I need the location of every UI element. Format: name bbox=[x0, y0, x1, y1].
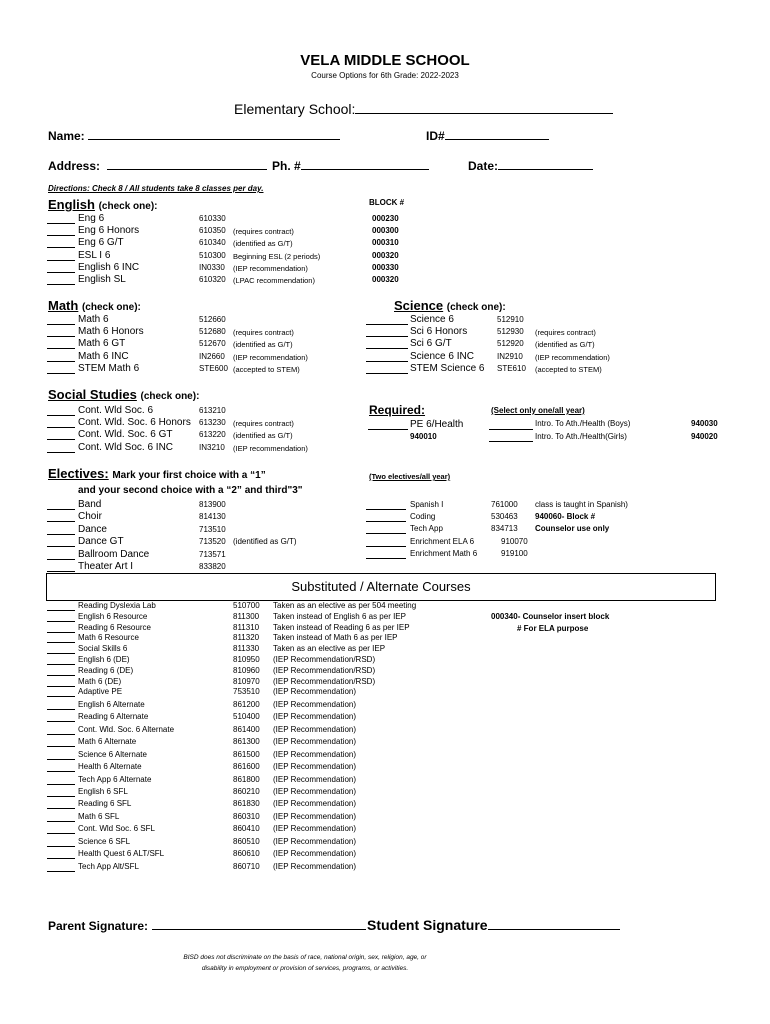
sub-course-note: Taken instead of Math 6 as per IEP bbox=[273, 633, 398, 643]
sub-course-code: 811330 bbox=[233, 644, 260, 654]
elective-checkbox-line[interactable] bbox=[47, 546, 75, 547]
math-course-name[interactable]: Math 6 bbox=[78, 314, 109, 325]
english-checkbox-line[interactable] bbox=[47, 284, 75, 285]
sub-checkbox-line[interactable] bbox=[47, 721, 75, 722]
elective-course-code: 713571 bbox=[199, 549, 226, 559]
right-elective-note: 940060- Block # bbox=[535, 512, 596, 522]
elective-course-name[interactable]: Ballroom Dance bbox=[78, 548, 150, 560]
electives-heading bbox=[48, 467, 266, 481]
elective-course-code: 713520 bbox=[199, 537, 226, 547]
sub-checkbox-line[interactable] bbox=[47, 784, 75, 785]
right-elective-code: 761000 bbox=[491, 500, 518, 509]
elective-course-code: 814130 bbox=[199, 512, 226, 522]
intro-boys-option[interactable]: Intro. To Ath./Health (Boys) bbox=[535, 419, 631, 428]
social-heading bbox=[48, 388, 199, 402]
social-course-name[interactable]: Cont. Wld Soc. 6 INC bbox=[78, 441, 174, 453]
science-checkbox-line[interactable] bbox=[366, 373, 408, 374]
sub-course-note: (IEP Recommendation) bbox=[273, 762, 356, 772]
sub-course-code: 753510 bbox=[233, 687, 260, 697]
english-course-code: 610330 bbox=[199, 214, 226, 223]
intro-girls-option[interactable]: Intro. To Ath./Health(Girls) bbox=[535, 432, 627, 441]
sub-course-note: (IEP Recommendation) bbox=[273, 687, 356, 697]
right-elective-code: 919100 bbox=[501, 548, 528, 558]
science-course-code: 512910 bbox=[497, 315, 524, 324]
english-course-note: (IEP recommendation) bbox=[233, 263, 308, 273]
sub-course-code: 861830 bbox=[233, 799, 260, 809]
science-course-name[interactable]: Science 6 bbox=[410, 314, 454, 325]
address-field[interactable] bbox=[48, 159, 267, 172]
insert-note-1: 000340- Counselor insert block bbox=[491, 612, 610, 621]
social-course-name[interactable]: Cont. Wld Soc. 6 bbox=[78, 405, 154, 416]
social-course-name[interactable]: Cont. Wld. Soc. 6 Honors bbox=[78, 417, 191, 429]
date-label: Date: bbox=[468, 159, 499, 173]
sub-checkbox-line[interactable] bbox=[47, 771, 75, 772]
sub-course-name[interactable]: English 6 (DE) bbox=[78, 655, 130, 664]
social-course-code: IN3210 bbox=[199, 442, 225, 452]
science-course-note: (IEP recommendation) bbox=[535, 352, 610, 362]
math-course-name[interactable]: Math 6 Honors bbox=[78, 326, 144, 338]
social-course-code: 613210 bbox=[199, 406, 226, 415]
sub-course-note: (IEP Recommendation/RSD) bbox=[273, 665, 376, 675]
science-checkbox-line[interactable] bbox=[366, 361, 408, 362]
sub-course-note: Taken instead of Reading 6 as per IEP bbox=[273, 622, 410, 632]
science-checkbox-line[interactable] bbox=[366, 336, 408, 337]
english-course-name[interactable]: Eng 6 Honors bbox=[78, 225, 140, 237]
social-checkbox-line[interactable] bbox=[47, 439, 75, 440]
sub-course-name[interactable]: Math 6 (DE) bbox=[78, 676, 122, 686]
sub-checkbox-line[interactable] bbox=[47, 821, 75, 822]
sub-course-name[interactable]: Tech App 6 Alternate bbox=[78, 774, 152, 784]
science-course-name[interactable]: Sci 6 G/T bbox=[410, 338, 452, 350]
math-course-code: 512680 bbox=[199, 327, 226, 337]
insert-note-2: # For ELA purpose bbox=[517, 624, 589, 633]
english-checkbox-line[interactable] bbox=[47, 260, 75, 261]
elective-course-note: (identified as G/T) bbox=[233, 537, 297, 547]
sub-checkbox-line[interactable] bbox=[47, 686, 75, 687]
pe-health-option[interactable]: PE 6/Health bbox=[410, 419, 464, 430]
sub-checkbox-line[interactable] bbox=[47, 833, 75, 834]
math-course-name[interactable]: Math 6 GT bbox=[78, 338, 126, 350]
math-checkbox-line[interactable] bbox=[47, 348, 75, 349]
sub-course-code: 861600 bbox=[233, 762, 260, 772]
two-electives-note: (Two electives/all year) bbox=[369, 472, 451, 481]
sub-course-code: 861400 bbox=[233, 724, 260, 734]
sub-checkbox-line[interactable] bbox=[47, 664, 75, 665]
english-course-name[interactable]: Eng 6 G/T bbox=[78, 237, 124, 249]
sub-checkbox-line[interactable] bbox=[47, 675, 75, 676]
sub-course-name[interactable]: Math 6 Resource bbox=[78, 633, 139, 643]
social-title: Social Studies bbox=[48, 387, 137, 402]
science-course-name[interactable]: STEM Science 6 bbox=[410, 362, 485, 374]
science-course-note: (accepted to STEM) bbox=[535, 364, 602, 374]
math-checkbox-line[interactable] bbox=[47, 324, 75, 325]
sub-course-code: 860510 bbox=[233, 836, 260, 846]
right-elective-note: Counselor use only bbox=[535, 524, 610, 534]
right-elective-name[interactable]: Spanish I bbox=[410, 500, 444, 509]
sub-course-name[interactable]: English 6 Alternate bbox=[78, 699, 145, 709]
sub-course-note: (IEP Recommendation/RSD) bbox=[273, 676, 376, 686]
intro-boys-code: 940030 bbox=[691, 419, 718, 428]
math-course-code: STE600 bbox=[199, 363, 228, 373]
sub-course-code: 510400 bbox=[233, 712, 260, 722]
sub-course-code: 861200 bbox=[233, 699, 260, 709]
elective-checkbox-line[interactable] bbox=[47, 521, 75, 522]
math-course-name[interactable]: Math 6 INC bbox=[78, 350, 129, 362]
social-note: (check one): bbox=[140, 391, 200, 402]
math-course-note: (IEP recommendation) bbox=[233, 352, 308, 362]
social-course-note: (identified as G/T) bbox=[233, 431, 293, 441]
student-signature-label: Student Signature bbox=[367, 917, 488, 933]
sub-course-note: (IEP Recommendation) bbox=[273, 799, 356, 809]
science-course-name[interactable]: Sci 6 Honors bbox=[410, 326, 468, 338]
sub-course-code: 811320 bbox=[233, 633, 260, 643]
science-checkbox-line[interactable] bbox=[366, 324, 408, 325]
english-block-code: 000310 bbox=[372, 238, 399, 248]
school-title: VELA MIDDLE SCHOOL bbox=[300, 52, 470, 69]
english-block-code: 000300 bbox=[372, 226, 399, 236]
phone-label: Ph. # bbox=[272, 159, 301, 173]
sub-course-note: Taken as an elective as per 504 meeting bbox=[273, 601, 417, 610]
math-checkbox-line[interactable] bbox=[47, 373, 75, 374]
science-course-code: 512930 bbox=[497, 327, 524, 337]
sub-course-code: 861300 bbox=[233, 737, 260, 747]
math-course-name[interactable]: STEM Math 6 bbox=[78, 362, 140, 374]
sub-course-note: (IEP Recommendation) bbox=[273, 774, 356, 784]
sub-checkbox-line[interactable] bbox=[47, 709, 75, 710]
sub-course-note: (IEP Recommendation) bbox=[273, 861, 356, 871]
social-course-note: (IEP recommendation) bbox=[233, 443, 308, 453]
sub-checkbox-line[interactable] bbox=[47, 632, 75, 633]
sub-checkbox-line[interactable] bbox=[47, 759, 75, 760]
sub-course-name[interactable]: Science 6 Alternate bbox=[78, 749, 147, 759]
social-course-code: 613220 bbox=[199, 430, 226, 440]
english-course-code: 510300 bbox=[199, 250, 226, 260]
social-checkbox-line[interactable] bbox=[47, 415, 75, 416]
sub-checkbox-line[interactable] bbox=[47, 610, 75, 611]
id-field[interactable] bbox=[426, 129, 549, 142]
english-course-name[interactable]: English SL bbox=[78, 274, 126, 285]
math-checkbox-line[interactable] bbox=[47, 336, 75, 337]
required-select-note: (Select only one/all year) bbox=[491, 406, 585, 415]
sub-course-name[interactable]: Reading Dyslexia Lab bbox=[78, 601, 156, 610]
sub-course-code: 860710 bbox=[233, 861, 260, 871]
disclaimer-line-2: disability in employment or provision of services, programs, or activities. bbox=[201, 965, 409, 972]
sub-course-name[interactable]: Cont. Wld Soc. 6 SFL bbox=[78, 824, 155, 834]
math-course-code: 512670 bbox=[199, 339, 226, 349]
elementary-school-field[interactable] bbox=[234, 101, 613, 116]
elective-course-name[interactable]: Theater Art I bbox=[78, 561, 134, 572]
english-course-code: IN0330 bbox=[199, 262, 225, 272]
sub-course-name[interactable]: Cont. Wld. Soc. 6 Alternate bbox=[78, 724, 175, 734]
science-note: (check one): bbox=[446, 302, 506, 313]
sub-course-note: (IEP Recommendation) bbox=[273, 824, 356, 834]
social-course-code: 613230 bbox=[199, 418, 226, 428]
sub-course-code: 510700 bbox=[233, 601, 260, 610]
science-course-code: 512920 bbox=[497, 339, 524, 349]
sub-course-code: 811300 bbox=[233, 611, 260, 621]
sub-course-name[interactable]: Health 6 Alternate bbox=[78, 762, 142, 772]
sub-checkbox-line[interactable] bbox=[47, 846, 75, 847]
math-course-note: (accepted to STEM) bbox=[233, 364, 300, 374]
right-elective-note: class is taught in Spanish) bbox=[535, 500, 628, 509]
right-elective-name[interactable]: Enrichment ELA 6 bbox=[410, 536, 475, 546]
english-block-code: 000230 bbox=[372, 214, 399, 223]
social-checkbox-line[interactable] bbox=[47, 452, 75, 453]
intro-girls-code: 940020 bbox=[691, 432, 718, 441]
english-checkbox-line[interactable] bbox=[47, 247, 75, 248]
name-field[interactable] bbox=[48, 129, 340, 142]
elective-checkbox-line[interactable] bbox=[47, 559, 75, 560]
sub-course-code: 860310 bbox=[233, 811, 260, 821]
elementary-school-label: Elementary School: bbox=[234, 101, 356, 117]
sub-course-code: 811310 bbox=[233, 622, 260, 632]
math-title: Math bbox=[48, 298, 79, 313]
right-elective-checkbox-line[interactable] bbox=[366, 509, 406, 510]
id-label: ID# bbox=[426, 129, 445, 143]
sub-course-code: 810970 bbox=[233, 676, 260, 686]
sub-checkbox-line[interactable] bbox=[47, 871, 75, 872]
elective-course-code: 713510 bbox=[199, 524, 226, 534]
english-block-code: 000320 bbox=[372, 250, 399, 260]
sub-checkbox-line[interactable] bbox=[47, 746, 75, 747]
science-title: Science bbox=[394, 298, 444, 313]
sub-course-note: Taken instead of English 6 as per IEP bbox=[273, 611, 406, 621]
name-label: Name: bbox=[48, 129, 85, 143]
social-course-note: (requires contract) bbox=[233, 419, 294, 429]
sub-checkbox-line[interactable] bbox=[47, 621, 75, 622]
sub-course-name[interactable]: Reading 6 (DE) bbox=[78, 665, 134, 675]
sub-course-name[interactable]: Adaptive PE bbox=[78, 687, 123, 697]
sub-course-name[interactable]: Math 6 SFL bbox=[78, 811, 120, 821]
sub-checkbox-line[interactable] bbox=[47, 653, 75, 654]
english-course-note: (LPAC recommendation) bbox=[233, 276, 315, 285]
sub-checkbox-line[interactable] bbox=[47, 734, 75, 735]
parent-signature-label: Parent Signature: bbox=[48, 919, 149, 933]
sub-checkbox-line[interactable] bbox=[47, 796, 75, 797]
science-course-note: (identified as G/T) bbox=[535, 340, 595, 350]
sub-course-note: (IEP Recommendation) bbox=[273, 849, 356, 859]
sub-course-name[interactable]: Science 6 SFL bbox=[78, 836, 131, 846]
substituted-heading: Substituted / Alternate Courses bbox=[291, 579, 471, 594]
sub-course-note: (IEP Recommendation) bbox=[273, 787, 356, 796]
science-course-name[interactable]: Science 6 INC bbox=[410, 350, 474, 362]
date-field[interactable] bbox=[468, 159, 593, 172]
required-heading: Required: bbox=[369, 403, 426, 417]
english-block-code: 000320 bbox=[372, 275, 399, 284]
sub-course-code: 860210 bbox=[233, 787, 260, 796]
english-checkbox-line[interactable] bbox=[47, 223, 75, 224]
elective-checkbox-line[interactable] bbox=[47, 571, 75, 572]
english-title: English bbox=[48, 197, 95, 212]
sub-course-note: (IEP Recommendation) bbox=[273, 749, 356, 759]
block-label: BLOCK # bbox=[369, 198, 405, 207]
math-note: (check one): bbox=[81, 302, 141, 313]
right-elective-checkbox-line[interactable] bbox=[366, 546, 406, 547]
address-label: Address: bbox=[48, 159, 101, 173]
electives-title: Electives: bbox=[48, 466, 109, 481]
english-course-note: Beginning ESL (2 periods) bbox=[233, 251, 321, 261]
sub-checkbox-line[interactable] bbox=[47, 858, 75, 859]
english-note: (check one): bbox=[98, 201, 158, 212]
right-elective-checkbox-line[interactable] bbox=[366, 521, 406, 522]
sub-course-note: (IEP Recommendation) bbox=[273, 724, 356, 734]
english-heading bbox=[48, 198, 157, 212]
sub-course-name[interactable]: English 6 Resource bbox=[78, 611, 148, 621]
elective-course-code: 813900 bbox=[199, 500, 226, 509]
science-course-code: IN2910 bbox=[497, 351, 523, 361]
sub-course-note: (IEP Recommendation) bbox=[273, 737, 356, 747]
right-elective-code: 910070 bbox=[501, 536, 528, 546]
english-checkbox-line[interactable] bbox=[47, 235, 75, 236]
science-course-note: (requires contract) bbox=[535, 328, 596, 338]
english-course-note: (identified as G/T) bbox=[233, 239, 293, 249]
english-course-code: 610320 bbox=[199, 275, 226, 284]
electives-line1: Mark your first choice with a “1” bbox=[112, 470, 266, 481]
sub-course-note: (IEP Recommendation/RSD) bbox=[273, 655, 376, 664]
math-course-note: (identified as G/T) bbox=[233, 340, 293, 350]
science-heading bbox=[394, 299, 506, 313]
sub-course-code: 861800 bbox=[233, 774, 260, 784]
math-checkbox-line[interactable] bbox=[47, 361, 75, 362]
subtitle: Course Options for 6th Grade: 2022-2023 bbox=[311, 71, 459, 80]
right-elective-code: 834713 bbox=[491, 524, 518, 534]
science-checkbox-line[interactable] bbox=[366, 348, 408, 349]
sub-course-note: (IEP Recommendation) bbox=[273, 699, 356, 709]
directions: Directions: Check 8 / All students take 8 classes per day. bbox=[48, 184, 264, 193]
right-elective-name[interactable]: Coding bbox=[410, 512, 436, 522]
right-elective-checkbox-line[interactable] bbox=[366, 533, 406, 534]
sub-checkbox-line[interactable] bbox=[47, 808, 75, 809]
elective-course-code: 833820 bbox=[199, 562, 226, 571]
elective-course-name[interactable]: Band bbox=[78, 499, 102, 510]
sub-course-note: (IEP Recommendation) bbox=[273, 836, 356, 846]
english-course-code: 610350 bbox=[199, 226, 226, 236]
math-heading bbox=[48, 299, 141, 313]
elective-course-name[interactable]: Choir bbox=[78, 511, 102, 523]
right-elective-name[interactable]: Enrichment Math 6 bbox=[410, 548, 478, 558]
elective-course-name[interactable]: Dance bbox=[78, 523, 107, 535]
right-elective-name[interactable]: Tech App bbox=[410, 524, 443, 534]
pe-health-code: 940010 bbox=[410, 432, 437, 441]
sub-course-name[interactable]: English 6 SFL bbox=[78, 787, 128, 796]
sub-checkbox-line[interactable] bbox=[47, 642, 75, 643]
sub-course-code: 810960 bbox=[233, 665, 260, 675]
sub-course-code: 861500 bbox=[233, 749, 260, 759]
right-elective-code: 530463 bbox=[491, 512, 518, 522]
english-course-name[interactable]: ESL I 6 bbox=[78, 249, 111, 261]
english-course-name[interactable]: Eng 6 bbox=[78, 213, 105, 224]
english-course-note: (requires contract) bbox=[233, 227, 294, 237]
disclaimer-line-1: BISD does not discriminate on the basis of race, national origin, sex, religion, age, or bbox=[183, 954, 427, 961]
electives-line2: and your second choice with a “2” and third"3" bbox=[78, 485, 303, 496]
sub-course-name[interactable]: Reading 6 SFL bbox=[78, 799, 132, 809]
sub-course-note: (IEP Recommendation) bbox=[273, 712, 356, 722]
student-signature-field[interactable] bbox=[367, 917, 620, 932]
sub-course-name[interactable]: Reading 6 Resource bbox=[78, 622, 151, 632]
social-course-name[interactable]: Cont. Wld. Soc. 6 GT bbox=[78, 429, 173, 441]
elective-checkbox-line[interactable] bbox=[47, 534, 75, 535]
sub-course-name[interactable]: Tech App Alt/SFL bbox=[78, 861, 139, 871]
math-course-note: (requires contract) bbox=[233, 328, 294, 338]
math-course-code: IN2660 bbox=[199, 351, 225, 361]
sub-course-code: 860610 bbox=[233, 849, 260, 859]
english-course-name[interactable]: English 6 INC bbox=[78, 261, 140, 273]
english-checkbox-line[interactable] bbox=[47, 272, 75, 273]
sub-course-name[interactable]: Health Quest 6 ALT/SFL bbox=[78, 849, 165, 859]
sub-course-note: (IEP Recommendation) bbox=[273, 811, 356, 821]
sub-course-name[interactable]: Math 6 Alternate bbox=[78, 737, 137, 747]
science-course-code: STE610 bbox=[497, 363, 526, 373]
sub-course-note: Taken as an elective as per IEP bbox=[273, 644, 386, 654]
right-elective-checkbox-line[interactable] bbox=[366, 558, 406, 559]
sub-course-code: 860410 bbox=[233, 824, 260, 834]
sub-course-code: 810950 bbox=[233, 655, 260, 664]
sub-course-name[interactable]: Social Skills 6 bbox=[78, 644, 128, 654]
english-course-code: 610340 bbox=[199, 238, 226, 248]
math-course-code: 512660 bbox=[199, 315, 226, 324]
elective-checkbox-line[interactable] bbox=[47, 509, 75, 510]
sub-checkbox-line[interactable] bbox=[47, 696, 75, 697]
phone-field[interactable] bbox=[272, 159, 429, 172]
english-block-code: 000330 bbox=[372, 262, 399, 272]
parent-signature-field[interactable] bbox=[48, 919, 366, 932]
elective-course-name[interactable]: Dance GT bbox=[78, 536, 124, 548]
social-checkbox-line[interactable] bbox=[47, 427, 75, 428]
sub-course-name[interactable]: Reading 6 Alternate bbox=[78, 712, 149, 722]
